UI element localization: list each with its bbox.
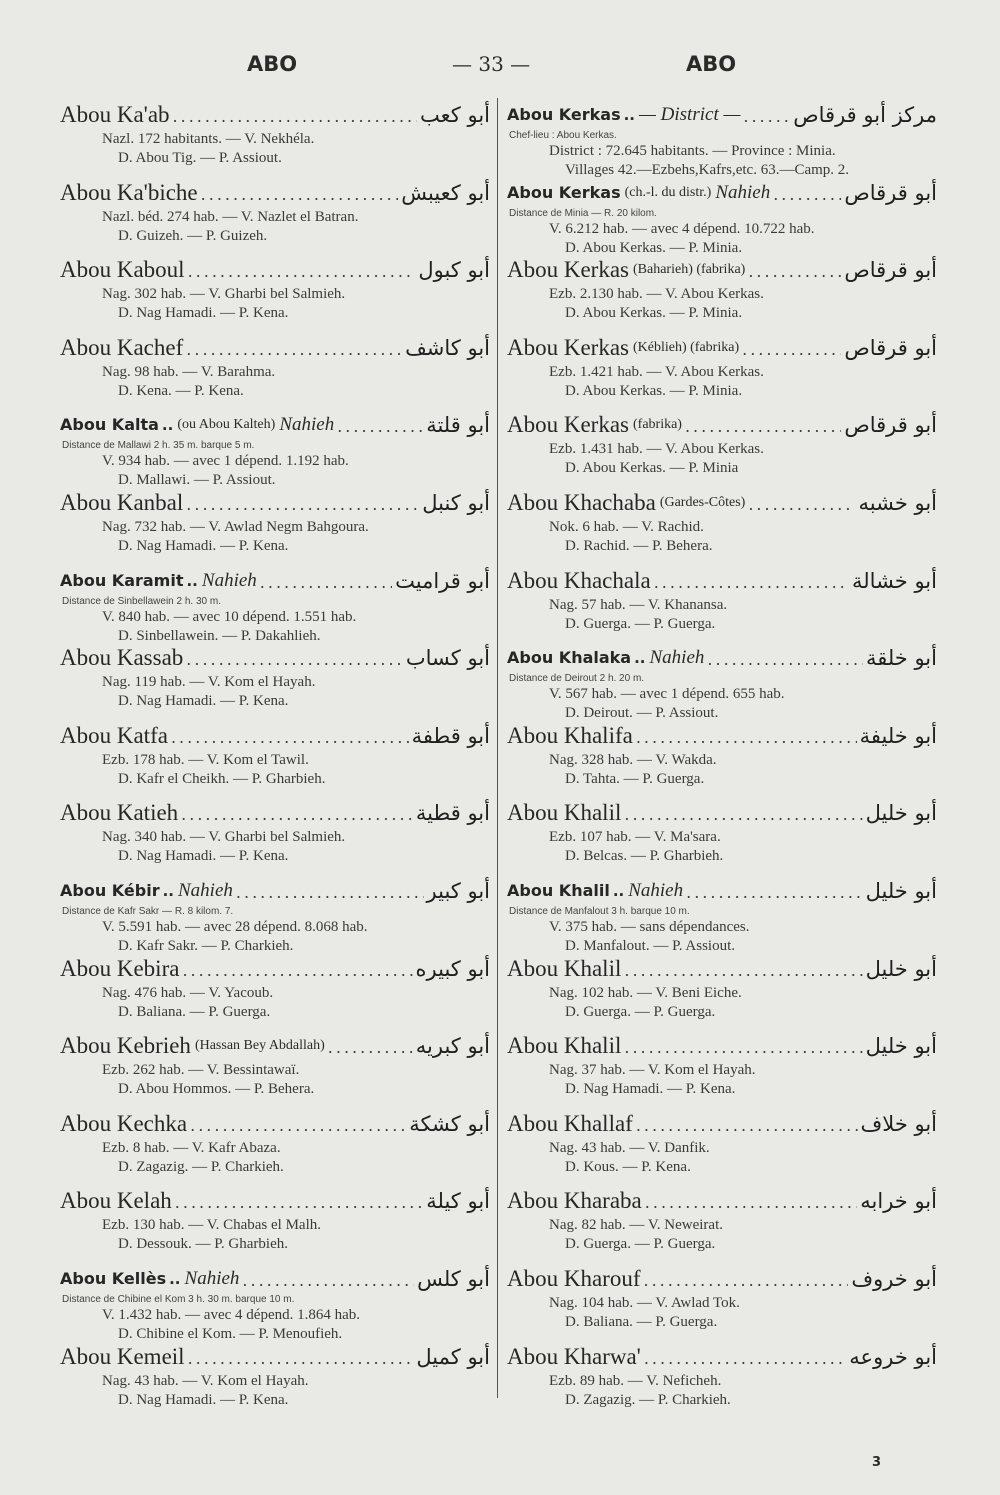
gazetteer-entry [60, 643, 490, 721]
entry-detail-line: D. Guizeh. — P. Guizeh. [118, 227, 268, 244]
entry-detail-line: Ezb. 1.421 hab. — V. Abou Kerkas. [549, 363, 764, 380]
entry-detail-line: Nag. 476 hab. — V. Yacoub. [102, 984, 274, 1001]
entry-arabic-name: أبو قرقاص [844, 335, 937, 360]
entry-detail-line: D. Nag Hamadi. — P. Kena. [118, 537, 289, 554]
entry-name: Abou Khalifa [507, 722, 633, 748]
entry-arabic-name: أبو قرقاص [844, 258, 937, 283]
entry-name: Abou Kharwa' [507, 1343, 641, 1369]
entry-title-line [507, 1264, 937, 1294]
entry-name: Abou Kelah [60, 1188, 172, 1214]
entry-arabic-name: أبو خروعه [849, 1344, 937, 1369]
dot-leader [236, 880, 424, 906]
dot-leader [201, 182, 399, 208]
entry-kind: Nahieh [715, 181, 771, 203]
entry-detail-line: Ezb. 2.130 hab. — V. Abou Kerkas. [549, 286, 764, 303]
entry-title-line [60, 488, 490, 518]
entry-title-line [507, 954, 937, 984]
gazetteer-entry [507, 1031, 937, 1109]
entry-detail-line: Nag. 119 hab. — V. Kom el Hayah. [102, 674, 316, 691]
gazetteer-entry [60, 1342, 490, 1420]
entry-detail-line: V. 840 hab. — avec 10 dépend. 1.551 hab. [102, 608, 357, 625]
dot-leader [624, 1035, 862, 1061]
entry-distance-note: Distance de Kafr Sakr — R. 8 kilom. 7. [62, 905, 234, 917]
dot-leader [645, 1190, 858, 1216]
entry-detail-line: Nazl. béd. 274 hab. — V. Nazlet el Batran. [102, 208, 359, 225]
entry-title-line [60, 798, 490, 828]
gazetteer-entry [507, 1264, 937, 1342]
entry-qualifier: (Gardes-Côtes) [659, 494, 746, 510]
gazetteer-entry [507, 410, 937, 488]
entry-detail-line: D. Abou Tig. — P. Assiout. [118, 150, 282, 166]
entry-separator: .. [634, 649, 646, 668]
entry-distance-note: Distance de Sinbellawein 2 h. 30 m. [62, 595, 221, 607]
entry-title-line [507, 643, 937, 673]
entry-name: Abou Kaboul [60, 257, 185, 283]
entry-title-line [60, 1264, 490, 1294]
entry-kind: Nahieh [628, 879, 684, 901]
entry-separator: .. [162, 881, 174, 900]
entry-name: Abou Kechka [60, 1110, 188, 1136]
entry-detail-line: Villages 42.—Ezbehs,Kafrs,etc. 63.—Camp. 2. [565, 162, 850, 178]
gazetteer-entry [60, 954, 490, 1032]
entry-detail-line: Nag. 302 hab. — V. Gharbi bel Salmieh. [102, 286, 346, 303]
entry-arabic-name: أبو خشالة [852, 568, 937, 593]
entry-detail-line: Nag. 328 hab. — V. Wakda. [549, 751, 717, 768]
gazetteer-entry [60, 1264, 490, 1342]
entry-arabic-name: أبو قرقاص [844, 413, 937, 438]
entry-detail-line: Nok. 6 hab. — V. Rachid. [549, 518, 704, 535]
entry-name: Abou Kerkas [507, 105, 621, 124]
entry-name: Abou Kanbal [60, 489, 184, 515]
entry-distance-note: Distance de Manfalout 3 h. barque 10 m. [509, 905, 690, 917]
dot-leader [175, 1190, 423, 1216]
entry-detail-line: Ezb. 178 hab. — V. Kom el Tawil. [102, 751, 309, 768]
entry-title-line [60, 333, 490, 363]
entry-detail-line: D. Zagazig. — P. Charkieh. [118, 1158, 284, 1175]
entry-arabic-name: أبو خليل [865, 801, 937, 826]
entry-distance-note: Distance de Minia — R. 20 kilom. [509, 207, 657, 219]
dot-leader [644, 1346, 846, 1372]
entry-title-line [507, 1031, 937, 1061]
gazetteer-entry [60, 798, 490, 876]
entry-detail-line: Nag. 732 hab. — V. Awlad Negm Bahgoura. [102, 518, 369, 535]
entry-title-line [60, 410, 490, 440]
entry-qualifier: (fabrika) [633, 417, 682, 433]
entry-name: Abou Kalta [60, 415, 159, 435]
entry-name: Abou Kemeil [60, 1343, 185, 1369]
gazetteer-entry [60, 178, 490, 256]
gazetteer-entry [507, 954, 937, 1032]
entry-separator: .. [161, 416, 174, 435]
gazetteer-entry [507, 1109, 937, 1187]
entry-name: Abou Khallaf [507, 1110, 633, 1136]
entry-title-line [507, 178, 937, 208]
entry-title-line [507, 876, 937, 906]
gazetteer-entry [60, 721, 490, 799]
entry-detail-line: Ezb. 8 hab. — V. Kafr Abaza. [102, 1139, 281, 1156]
footer-page-number: 3 [872, 1455, 882, 1470]
entry-detail-line: D. Abou Hommos. — P. Behera. [118, 1081, 315, 1098]
dot-leader [654, 570, 849, 596]
gazetteer-entry [507, 798, 937, 876]
entry-name: Abou Kellès [60, 1268, 167, 1288]
gazetteer-entry [60, 255, 490, 333]
entry-kind: Nahieh [184, 1267, 240, 1289]
entry-detail-line: D. Abou Kerkas. — P. Minia. [565, 239, 743, 256]
entry-arabic-name: أبو خروف [851, 1266, 937, 1291]
gazetteer-entry [507, 721, 937, 799]
gazetteer-entry [60, 566, 490, 644]
entry-detail-line: V. 567 hab. — avec 1 dépend. 655 hab. [549, 686, 785, 703]
entry-separator: .. [612, 881, 625, 900]
entry-detail-line: D. Nag Hamadi. — P. Kena. [118, 305, 289, 322]
entry-title-line [60, 721, 490, 751]
dot-leader [171, 725, 409, 751]
entry-qualifier: (Kéblieh) (fabrika) [633, 339, 740, 355]
entry-title-line [507, 721, 937, 751]
entry-arabic-name: أبو كبول [418, 258, 490, 283]
entry-name: Abou Khalaka [507, 648, 632, 668]
entry-name: Abou Khalil [507, 800, 622, 826]
entry-arabic-name: أبو كعيبش [401, 180, 490, 205]
dot-leader [743, 104, 790, 130]
entry-detail-line: V. 5.591 hab. — avec 28 dépend. 8.068 hab. [102, 918, 368, 935]
entry-kind: Nahieh [649, 647, 705, 669]
entry-detail-line: D. Mallawi. — P. Assiout. [118, 472, 276, 489]
gazetteer-entry [507, 255, 937, 333]
entry-detail-line: D. Guerga. — P. Guerga. [565, 615, 716, 632]
entry-arabic-name: أبو خلاف [860, 1111, 937, 1136]
entry-kind: Nahieh [178, 879, 233, 901]
gazetteer-entry [60, 1186, 490, 1264]
gazetteer-entry [507, 1186, 937, 1264]
entry-detail-line: V. 1.432 hab. — avec 4 dépend. 1.864 hab. [102, 1306, 361, 1323]
entry-separator: .. [169, 1269, 181, 1288]
entry-arabic-name: أبو خليل [865, 1034, 937, 1059]
entry-title-line [507, 1186, 937, 1216]
entry-name: Abou Khalil [507, 955, 622, 981]
entry-title-line [60, 1342, 490, 1372]
entry-arabic-name: أبو قطفة [411, 723, 490, 748]
entry-arabic-name: أبو كبيره [415, 956, 490, 981]
entry-detail-line: D. Abou Kerkas. — P. Minia [565, 460, 739, 477]
dot-leader [186, 647, 403, 673]
entry-detail-line: D. Manfalout. — P. Assiout. [565, 937, 736, 954]
entry-detail-line: D. Guerga. — P. Guerga. [565, 1236, 716, 1253]
entry-arabic-name: أبو كشكة [409, 1111, 490, 1136]
entry-detail-line: D. Kena. — P. Kena. [118, 382, 244, 399]
gazetteer-entry [507, 566, 937, 644]
entry-arabic-name: أبو كاشف [405, 335, 490, 360]
entry-detail-line: Ezb. 130 hab. — V. Chabas el Malh. [102, 1217, 322, 1234]
gazetteer-entry [60, 1031, 490, 1109]
dot-leader [773, 182, 841, 208]
entry-kind: Nahieh [279, 414, 335, 436]
gazetteer-entry [507, 178, 937, 256]
entry-title-line [507, 1109, 937, 1139]
entry-detail-line: Nag. 57 hab. — V. Khanansa. [549, 596, 728, 613]
entry-name: Abou Kebira [60, 955, 180, 981]
dot-leader [190, 1113, 406, 1139]
entry-name: Abou Kebrieh [60, 1033, 191, 1059]
entry-detail-line: D. Guerga. — P. Guerga. [565, 1003, 716, 1020]
gazetteer-entry [507, 488, 937, 566]
header-right-keyword: ABO [686, 52, 737, 76]
entry-detail-line: D. Baliana. — P. Guerga. [118, 1003, 271, 1020]
entry-distance-note: Chef-lieu : Abou Kerkas. [509, 130, 617, 141]
dot-leader [748, 492, 855, 518]
entry-detail-line: Ezb. 107 hab. — V. Ma'sara. [549, 829, 721, 846]
entry-arabic-name: مركز أبو قرقاص [793, 103, 937, 127]
entry-arabic-name: أبو كيلة [426, 1189, 490, 1214]
header-page-number: — 33 — [452, 52, 531, 76]
dot-leader [337, 414, 423, 440]
entry-name: Abou Kharouf [507, 1265, 641, 1291]
entry-detail-line: D. Nag Hamadi. — P. Kena. [118, 848, 289, 865]
entry-qualifier: (ou Abou Kalteh) [177, 417, 276, 433]
entry-arabic-name: أبو خليل [865, 878, 937, 903]
entry-name: Abou Khalil [507, 1033, 622, 1059]
dot-leader [742, 337, 841, 363]
column-divider [497, 98, 498, 1398]
entry-name: Abou Kébir [60, 880, 160, 900]
entry-title-line [60, 1109, 490, 1139]
entry-detail-line: D. Deirout. — P. Assiout. [565, 705, 719, 722]
entry-name: Abou Khachala [507, 567, 651, 593]
entry-name: Abou Kachef [60, 334, 184, 360]
dot-leader [624, 958, 862, 984]
dot-leader [242, 1268, 414, 1294]
entry-detail-line: D. Dessouk. — P. Gharbieh. [118, 1236, 288, 1253]
dot-leader [707, 647, 863, 673]
entry-detail-line: Nag. 104 hab. — V. Awlad Tok. [549, 1294, 740, 1311]
entry-title-line [507, 566, 937, 596]
entry-distance-note: Distance de Mallawi 2 h. 35 m. barque 5 m. [62, 440, 255, 452]
entry-title-line [507, 255, 937, 285]
entry-detail-line: D. Kous. — P. Kena. [565, 1158, 691, 1175]
entry-detail-line: V. 375 hab. — sans dépendances. [549, 918, 750, 935]
right-column [507, 100, 937, 1419]
gazetteer-entry [60, 333, 490, 411]
entry-arabic-name: أبو قرقاص [844, 180, 937, 205]
entry-name: Abou Kerkas [507, 182, 621, 202]
dot-leader [188, 259, 416, 285]
gazetteer-entry [507, 643, 937, 721]
entry-arabic-name: أبو كبير [426, 878, 490, 903]
entry-arabic-name: أبو خرابه [860, 1189, 937, 1214]
entry-detail-line: D. Baliana. — P. Guerga. [565, 1313, 718, 1330]
dot-leader [186, 492, 419, 518]
entry-name: Abou Kerkas [507, 257, 629, 283]
entry-name: Abou Kharaba [507, 1188, 642, 1214]
entry-detail-line: D. Abou Kerkas. — P. Minia. [565, 382, 743, 399]
entry-detail-line: Ezb. 262 hab. — V. Bessintawaï. [102, 1062, 300, 1079]
entry-qualifier: (ch.-l. du distr.) [624, 184, 712, 200]
entry-name: Abou Kerkas [507, 412, 629, 438]
entry-title-line [60, 178, 490, 208]
entry-detail-line: D. Belcas. — P. Gharbieh. [565, 848, 724, 865]
entry-arabic-name: أبو خليل [865, 956, 937, 981]
entry-detail-line: Nag. 102 hab. — V. Beni Eiche. [549, 984, 742, 1001]
entry-title-line [507, 1342, 937, 1372]
entry-detail-line: V. 6.212 hab. — avec 4 dépend. 10.722 hab. [549, 220, 815, 237]
dot-leader [328, 1035, 413, 1061]
gazetteer-entry [60, 100, 490, 178]
entry-title-line [507, 488, 937, 518]
entry-detail-line: V. 934 hab. — avec 1 dépend. 1.192 hab. [102, 453, 349, 470]
gazetteer-entry [60, 1109, 490, 1187]
gazetteer-entry [507, 876, 937, 954]
entry-title-line [507, 410, 937, 440]
entry-name: Abou Katfa [60, 722, 168, 748]
entry-arabic-name: أبو كبريه [415, 1034, 490, 1059]
dot-leader [636, 725, 857, 751]
dot-leader [188, 1346, 414, 1372]
dot-leader [685, 414, 841, 440]
entry-detail-line: D. Chibine el Kom. — P. Menoufieh. [118, 1325, 343, 1342]
entry-title-line [60, 1186, 490, 1216]
entry-arabic-name: أبو قلتة [426, 413, 490, 438]
dot-leader [173, 104, 418, 130]
entry-name: Abou Ka'biche [60, 179, 198, 205]
entry-arabic-name: أبو كلس [417, 1266, 490, 1291]
entry-arabic-name: أبو خشبه [858, 490, 937, 515]
entry-name: Abou Kerkas [507, 334, 629, 360]
entry-detail-line: D. Nag Hamadi. — P. Kena. [118, 1391, 289, 1408]
entry-title-line [60, 566, 490, 596]
entry-arabic-name: أبو قراميت [395, 568, 490, 593]
entry-arabic-name: أبو قطية [415, 801, 490, 826]
entry-title-line [507, 798, 937, 828]
entry-detail-line: D. Nag Hamadi. — P. Kena. [565, 1081, 736, 1098]
dot-leader [260, 570, 392, 596]
dot-leader [182, 958, 412, 984]
gazetteer-entry [507, 100, 937, 178]
entry-qualifier: (Hassan Bey Abdallah) [194, 1038, 325, 1054]
entry-detail-line: D. Nag Hamadi. — P. Kena. [118, 693, 289, 710]
entry-detail-line: Nag. 340 hab. — V. Gharbi bel Salmieh. [102, 829, 346, 846]
dot-leader [181, 802, 413, 828]
entry-arabic-name: أبو كميل [416, 1344, 490, 1369]
entry-title-line [60, 643, 490, 673]
dot-leader [748, 259, 841, 285]
entry-name: Abou Karamit [60, 570, 184, 590]
entry-title-line [60, 100, 490, 130]
dot-leader [686, 880, 862, 906]
entry-name: Abou Khachaba [507, 489, 656, 515]
entry-separator: .. [186, 571, 198, 590]
entry-title-line [507, 333, 937, 363]
gazetteer-entry [60, 410, 490, 488]
left-column [60, 100, 490, 1419]
entry-qualifier: (Baharieh) (fabrika) [633, 262, 746, 278]
entry-arabic-name: أبو خليفة [859, 723, 937, 748]
entry-separator: .. [623, 106, 636, 124]
entry-detail-line: Nag. 37 hab. — V. Kom el Hayah. [549, 1062, 756, 1079]
dot-leader [636, 1113, 858, 1139]
entry-detail-line: Nazl. 172 habitants. — V. Nekhéla. [102, 131, 315, 147]
entry-distance-note: Distance de Chibine el Kom 3 h. 30 m. barque 10 m. [62, 1293, 295, 1305]
entry-title-line [507, 100, 937, 130]
entry-kind: — District — [639, 104, 741, 125]
dot-leader [186, 337, 402, 363]
entry-name: Abou Katieh [60, 800, 179, 826]
gazetteer-entry [60, 488, 490, 566]
dot-leader [644, 1268, 849, 1294]
gazetteer-entry [507, 1342, 937, 1420]
entry-detail-line: Ezb. 1.431 hab. — V. Abou Kerkas. [549, 441, 764, 458]
entry-detail-line: D. Rachid. — P. Behera. [565, 537, 713, 554]
entry-distance-note: Distance de Deirout 2 h. 20 m. [509, 673, 645, 685]
page-header [0, 52, 1000, 92]
entry-detail-line: D. Kafr el Cheikh. — P. Gharbieh. [118, 770, 326, 787]
entry-arabic-name: أبو خلقة [865, 646, 937, 671]
entry-arabic-name: أبو كنبل [422, 490, 490, 515]
entry-detail-line: D. Zagazig. — P. Charkieh. [565, 1391, 731, 1408]
entry-arabic-name: أبو كساب [405, 646, 490, 671]
entry-title-line [60, 1031, 490, 1061]
entry-title-line [60, 255, 490, 285]
entry-detail-line: D. Abou Kerkas. — P. Minia. [565, 305, 743, 322]
entry-detail-line: D. Tahta. — P. Guerga. [565, 770, 705, 787]
gazetteer-entry [507, 333, 937, 411]
entry-detail-line: Nag. 43 hab. — V. Danfik. [549, 1139, 710, 1156]
entry-detail-line: D. Sinbellawein. — P. Dakahlieh. [118, 627, 321, 644]
entry-kind: Nahieh [201, 569, 257, 591]
entry-detail-line: Ezb. 89 hab. — V. Neficheh. [549, 1372, 722, 1389]
entry-arabic-name: أبو كعب [420, 103, 490, 127]
gazetteer-entry [60, 876, 490, 954]
entry-title-line [60, 876, 490, 906]
entry-name: Abou Khalil [507, 880, 610, 900]
dot-leader [624, 802, 862, 828]
entry-detail-line: Nag. 43 hab. — V. Kom el Hayah. [102, 1372, 309, 1389]
header-left-keyword: ABO [247, 52, 298, 76]
entry-detail-line: Nag. 82 hab. — V. Neweirat. [549, 1217, 723, 1234]
entry-name: Abou Ka'ab [60, 102, 170, 127]
entry-name: Abou Kassab [60, 645, 184, 671]
entry-detail-line: D. Kafr Sakr. — P. Charkieh. [118, 937, 294, 954]
entry-detail-line: Nag. 98 hab. — V. Barahma. [102, 363, 276, 380]
entry-detail-line: District : 72.645 habitants. — Province : Minia. [549, 143, 836, 159]
entry-title-line [60, 954, 490, 984]
